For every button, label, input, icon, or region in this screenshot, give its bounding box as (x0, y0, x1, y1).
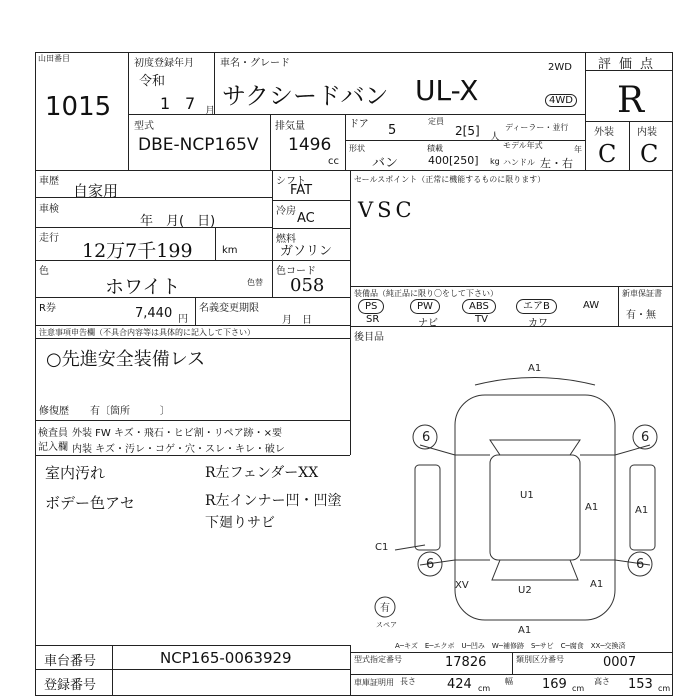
handle-label: ハンドル (503, 158, 535, 167)
mark-right-a1b: A1 (635, 505, 649, 516)
mark-bottom-a1: A1 (518, 625, 532, 636)
body-label: 形状 (349, 144, 365, 153)
handwritten-note-3: R左フェンダーXX (205, 465, 319, 481)
year-unit: 年 (574, 145, 582, 154)
repair-value: 有〔箇所 〕 (90, 406, 170, 417)
caution-label: 注意事項申告欄（不具合内容等は具体的に記入して下さい） (39, 328, 255, 337)
diagram-windshield (490, 440, 580, 455)
repair-label: 修復歴 (39, 406, 69, 417)
chassis-value: NCP165-0063929 (160, 649, 292, 667)
mileage-value: 12万7千199 (82, 240, 193, 262)
equip-tv: TV (475, 314, 488, 325)
mark-spare: 有 (380, 603, 390, 614)
color-code-value: 058 (290, 275, 325, 296)
prev-value: 月 日 (282, 315, 312, 326)
model-designation-label: 型式指定番号 (354, 655, 402, 664)
guarantee-value: 有・無 (626, 310, 656, 321)
length-unit: cm (478, 684, 491, 693)
capacity-value: 2[5] (455, 124, 480, 138)
interior-grade: C (640, 140, 659, 168)
category-value: 0007 (603, 655, 637, 670)
shift-value: FAT (290, 183, 313, 198)
mark-rear-a1: A1 (590, 579, 604, 590)
color-label: 色 (39, 266, 49, 277)
shift-label: シフト (276, 176, 306, 187)
diagram-rear-glass (492, 560, 578, 580)
mark-tire-fl: 6 (422, 430, 431, 445)
interior-label: 内装 (637, 127, 657, 138)
length-label: 長さ (400, 677, 416, 686)
width-unit: cm (572, 684, 585, 693)
grade-text: UL-X (415, 74, 479, 107)
caution-value: ○先進安全装備レス (46, 349, 206, 370)
drive-2wd: 2WD (548, 62, 572, 73)
mileage-label: 走行 (39, 233, 59, 244)
equip-leather: カワ (528, 318, 548, 329)
model-designation-value: 17826 (445, 655, 487, 670)
cert-label: 車庫証明用 (354, 678, 394, 687)
mark-right-a1: A1 (585, 502, 599, 513)
equip-navi: ナビ (418, 318, 438, 329)
door-label: ドア (349, 119, 369, 130)
inspector-label: 検査員 (38, 428, 68, 439)
entry-label: 記入欄 (38, 442, 68, 453)
era-text: 令和 (139, 74, 166, 89)
mileage-unit: km (222, 245, 238, 256)
model-name: サクシードバン (222, 82, 389, 110)
handwritten-note-2: ボデー色アセ (45, 494, 135, 512)
equipment-label: 装備品（純正品に限り〇をして下さい） (354, 289, 498, 298)
width-label: 幅 (505, 677, 513, 686)
height-label: 高さ (594, 677, 610, 686)
reg-year: 1 (160, 94, 171, 113)
category-label: 類別区分番号 (516, 655, 564, 664)
color-value: ホワイト (105, 276, 181, 298)
exterior-grade: C (598, 140, 617, 168)
equip-airbag: エアB (516, 299, 557, 314)
color-change-label: 色替 (247, 278, 263, 287)
load-label: 積載 (427, 144, 443, 153)
mark-tire-fr: 6 (641, 430, 650, 445)
width-value: 169 (542, 677, 567, 692)
recycle-value: 7,440 (135, 306, 173, 321)
diagram-roof (490, 455, 580, 560)
recycle-label: R券 (39, 303, 56, 314)
body-value: バン (372, 156, 399, 171)
displacement-label: 排気量 (275, 121, 305, 132)
mark-tire-rl: 6 (426, 557, 435, 572)
model-year-label: モデル年式 (503, 141, 543, 150)
equip-pw: PW (410, 299, 440, 314)
capacity-unit: 人 (490, 132, 500, 143)
type-value: DBE-NCP165V (138, 135, 259, 155)
eval-label: 評価点 (598, 57, 662, 72)
inspection-label: 車検 (39, 204, 59, 215)
height-value: 153 (628, 677, 653, 692)
load-value: 400[250] (428, 154, 479, 167)
rear-seat-label: 後目品 (354, 332, 384, 343)
recycle-unit: 円 (178, 314, 188, 325)
equip-sr: SR (366, 314, 380, 325)
damage-legend: A─キズ E─エクボ U─凹み W─補修跡 S─サビ C─腐食 XX─交換済 (395, 642, 626, 650)
usage-label: 車歴 (39, 176, 59, 187)
eval-score: R (617, 80, 645, 121)
lot-label: 山田番目 (38, 54, 70, 63)
inspector-line1: 外装 FW キズ・飛石・ヒビ割・リペア跡・×要 (72, 428, 282, 439)
door-value: 5 (388, 123, 397, 138)
ac-value: AC (297, 211, 315, 226)
diagram-front-bumper (475, 378, 595, 386)
month-unit: 月 (205, 106, 215, 117)
registration-label: 登録番号 (44, 678, 97, 693)
height-unit: cm (658, 684, 671, 693)
mark-rear-xv: XV (455, 580, 469, 591)
mark-left-c1: C1 (375, 542, 389, 553)
inspection-value: 年 月( 日) (140, 214, 216, 229)
fuel-label: 燃料 (276, 234, 296, 245)
equip-aw: AW (583, 300, 600, 311)
handwritten-note-5: 下廻りサビ (205, 515, 275, 531)
model-label: 車名・グレード (220, 58, 290, 69)
mark-rear-u2: U2 (518, 585, 532, 596)
equip-ps: PS (358, 299, 384, 314)
fuel-value: ガソリン (280, 244, 333, 259)
mark-roof-u1: U1 (520, 490, 534, 501)
displacement-unit: cc (328, 156, 339, 167)
spare-label: スペア (376, 621, 397, 629)
prev-label: 名義変更期限 (199, 303, 259, 314)
drive-4wd: 4WD (545, 94, 577, 107)
type-label: 型式 (134, 121, 154, 132)
displacement-value: 1496 (288, 135, 332, 155)
load-unit: kg (490, 157, 500, 166)
sales-point-value: VSC (358, 198, 416, 222)
dealer-label: ディーラー・並行 (505, 123, 569, 132)
mark-front-a1: A1 (528, 363, 542, 374)
length-value: 424 (447, 677, 472, 692)
vehicle-damage-diagram (375, 363, 670, 640)
handwritten-note-4: R左インナー凹・凹塗 (205, 493, 342, 509)
equip-abs: ABS (462, 299, 496, 314)
handwritten-note-1: 室内汚れ (45, 464, 106, 482)
mark-tire-rr: 6 (636, 557, 645, 572)
handle-value: 左・右 (540, 157, 573, 170)
first-registration-label: 初度登録年月 (134, 58, 194, 69)
guarantee-label: 新車保証書 (622, 289, 662, 298)
color-code-label: 色コード (276, 266, 316, 277)
exterior-label: 外装 (594, 127, 614, 138)
lot-number: 1015 (45, 92, 112, 122)
reg-month: 7 (185, 94, 196, 113)
capacity-label: 定員 (428, 117, 444, 126)
chassis-label: 車台番号 (44, 654, 97, 669)
sales-point-label: セールスポイント（正常に機能するものに限ります） (354, 175, 546, 184)
ac-label: 冷房 (276, 206, 296, 217)
inspector-line2: 内装 キズ・汚レ・コゲ・穴・スレ・キレ・破レ (72, 444, 285, 455)
usage-value: 自家用 (73, 182, 119, 200)
